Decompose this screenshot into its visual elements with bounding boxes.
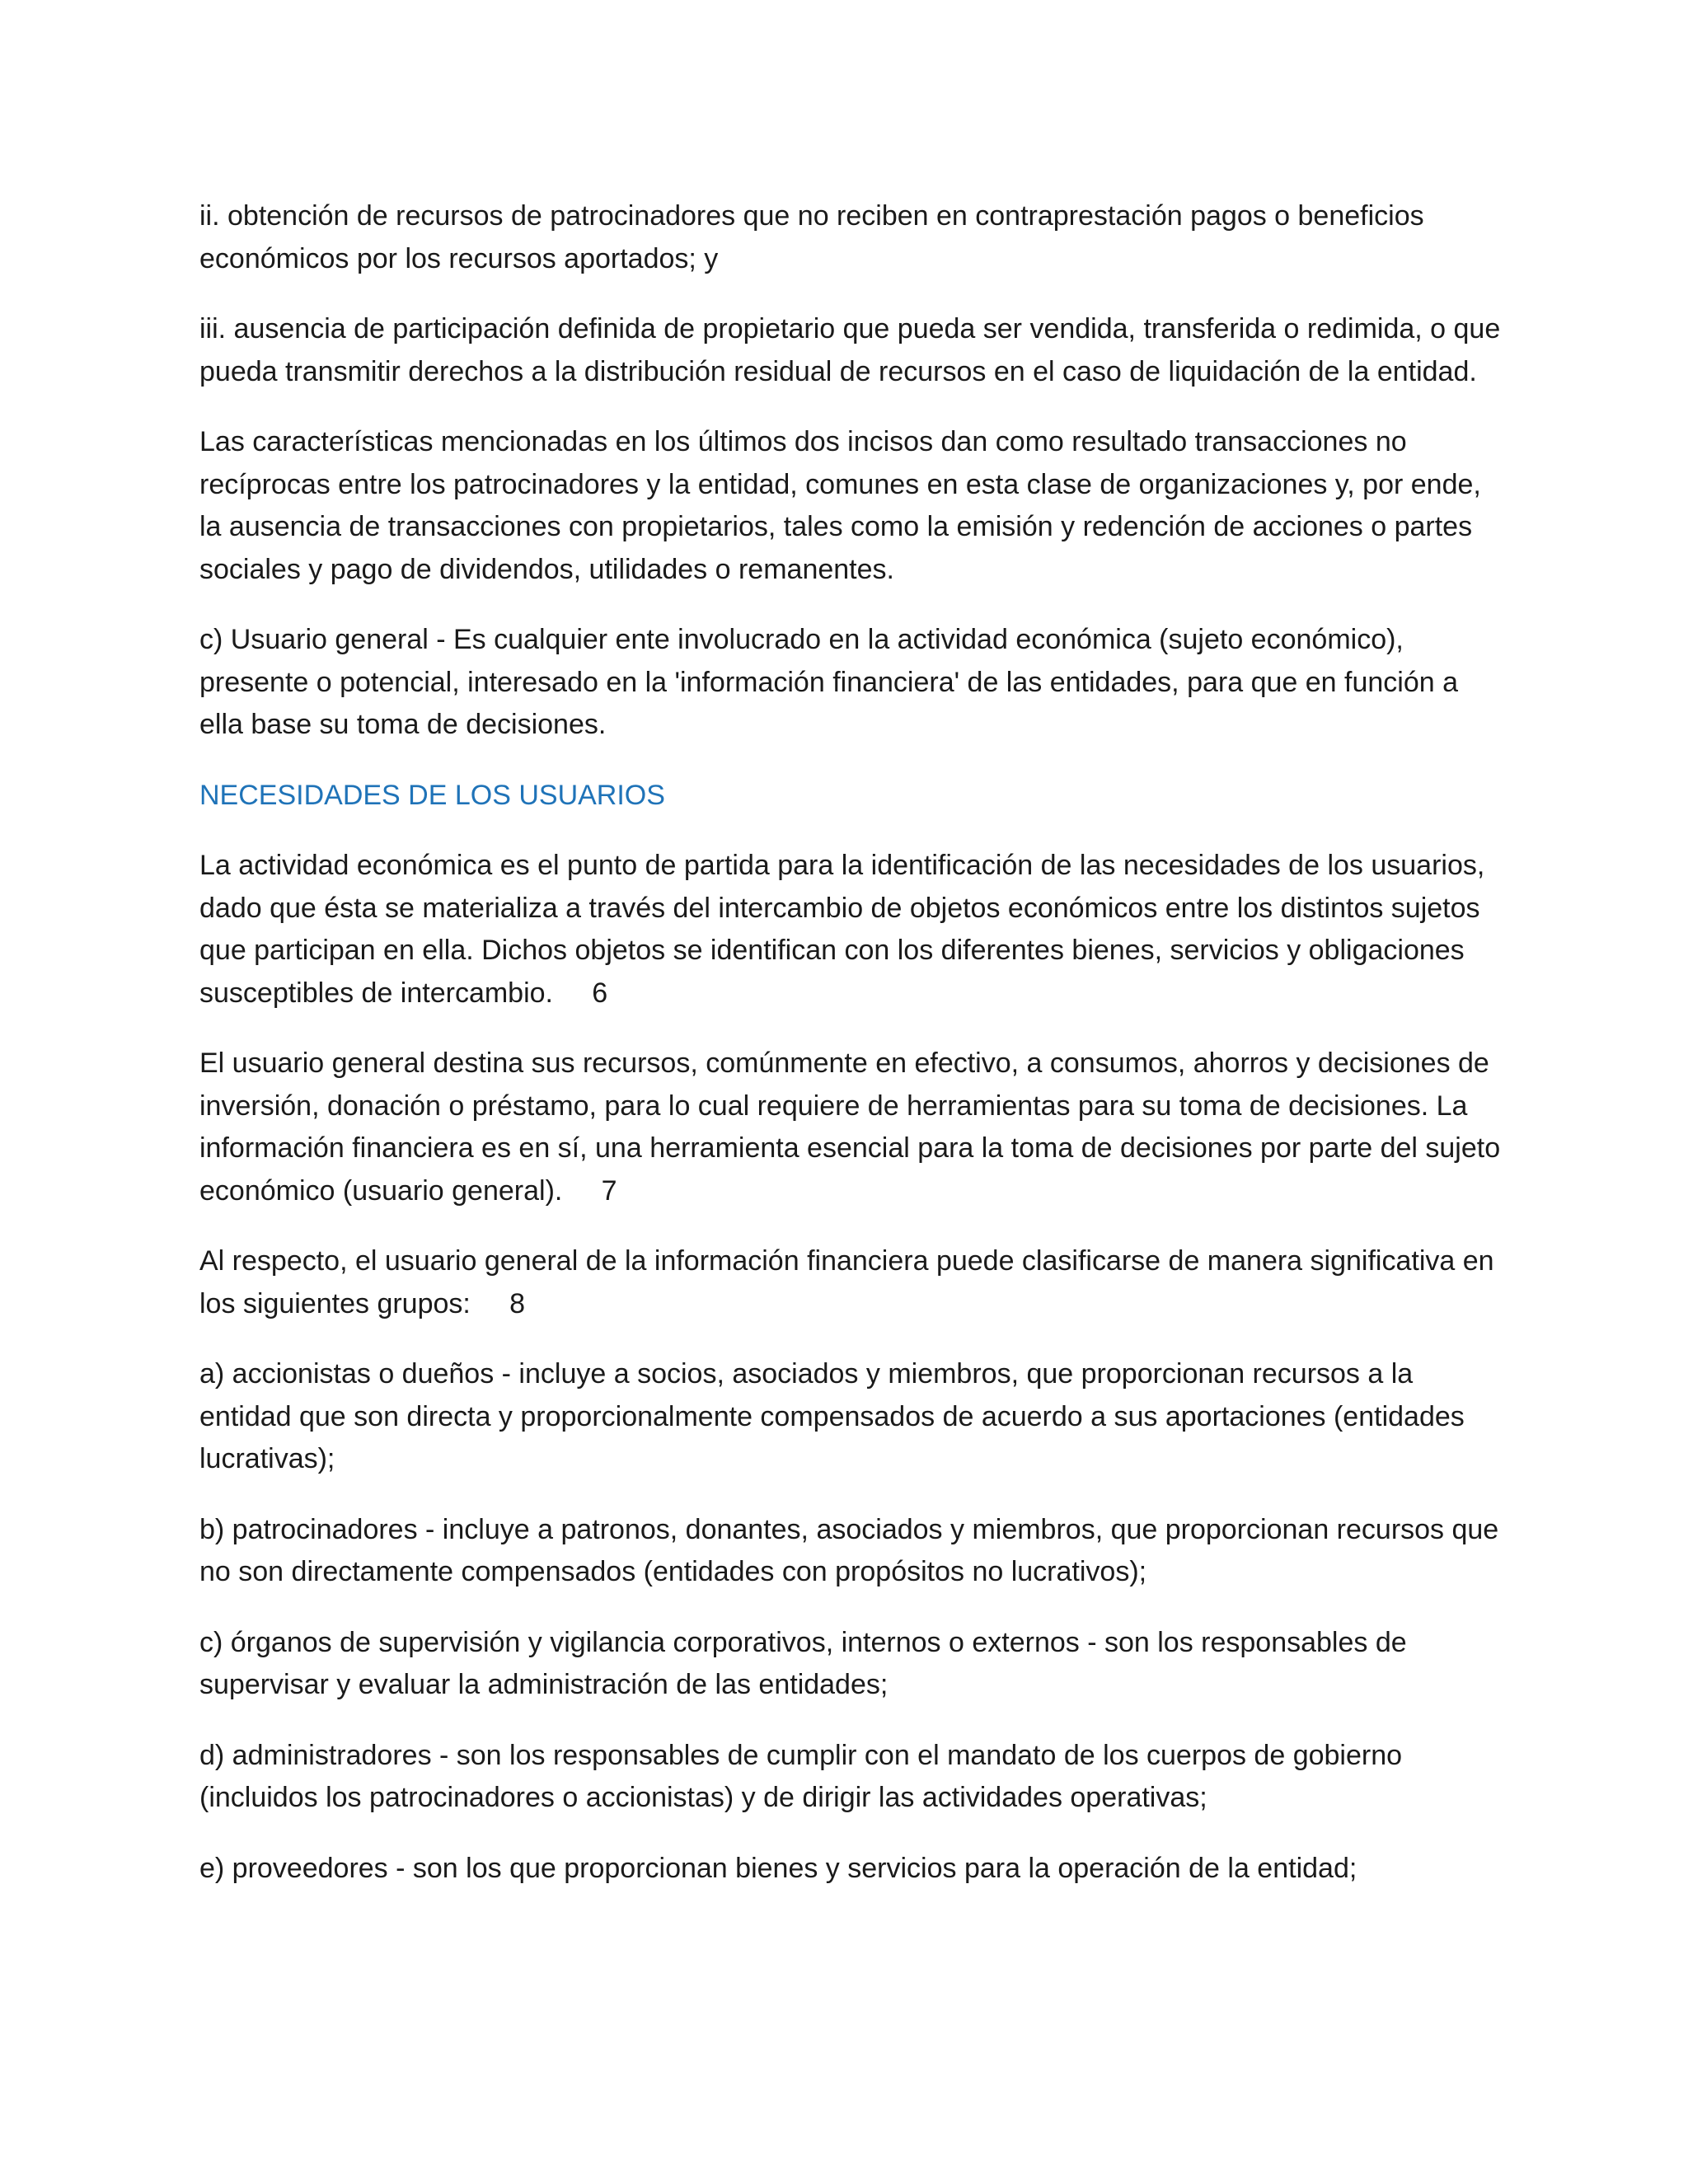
list-item-administradores: d) administradores - son los responsables de cumplir con el mandato de los cuerpos de gobierno (incluidos los patrocinadores o accionistas) y de dirigir las actividades operativas; (199, 1739, 1410, 1813)
paragraph-ii: ii. obtención de recursos de patrocinadores que no reciben en contraprestación pagos o beneficios económicos por los recursos aportados; y (199, 200, 1432, 274)
section-heading: NECESIDADES DE LOS USUARIOS (199, 779, 665, 811)
paragraph-actividad-economica: La actividad económica es el punto de partida para la identificación de las necesidades de los usuarios, dado que ésta se materializa a través del intercambio de objetos económicos entre los distintos sujetos que participan en ella. Dichos objetos se identifican con los diferentes bienes, servicios y obligaciones susceptibles de intercambio. 6 (199, 850, 1493, 1009)
paragraph-al-respecto: Al respecto, el usuario general de la información financiera puede clasificarse de manera significativa en los siguientes grupos: 8 (199, 1245, 1502, 1319)
document-body (199, 195, 1508, 1918)
list-item-organos: c) órganos de supervisión y vigilancia corporativos, internos o externos - son los responsables de supervisar y evaluar la administración de las entidades; (199, 1626, 1415, 1700)
paragraph-iii: iii. ausencia de participación definida de propietario que pueda ser vendida, transferida o redimida, o que pueda transmitir derechos a la distribución residual de recursos en el caso de liquidación de la entidad. (199, 313, 1508, 387)
list-item-patrocinadores: b) patrocinadores - incluye a patronos, donantes, asociados y miembros, que proporcionan recursos que no son directamente compensados (entidades con propósitos no lucrativos); (199, 1513, 1507, 1587)
paragraph-usuario-general: c) Usuario general - Es cualquier ente involucrado en la actividad económica (sujeto económico), presente o potencial, interesado en la 'información financiera' de las entidades, para que en función a ella base su toma de decisiones. (199, 624, 1466, 740)
paragraph-usuario-destina: El usuario general destina sus recursos, comúnmente en efectivo, a consumos, ahorros y decisiones de inversión, donación o préstamo, para lo cual requiere de herramientas para su toma de decisiones. La información financiera es en sí, una herramienta esencial para la toma de decisiones por parte del sujeto económico (usuario general). 7 (199, 1047, 1508, 1207)
list-item-accionistas: a) accionistas o dueños - incluye a socios, asociados y miembros, que proporcionan recursos a la entidad que son directa y proporcionalmente compensados de acuerdo a sus aportaciones (entidades lucrativas); (199, 1358, 1473, 1474)
paragraph-caracteristicas: Las características mencionadas en los últimos dos incisos dan como resultado transacciones no recíprocas entre los patrocinadores y la entidad, comunes en esta clase de organizaciones y, por ende, la ausencia de transacciones con propietarios, tales como la emisión y redención de acciones o partes sociales y pago de dividendos, utilidades o remanentes. (199, 426, 1489, 585)
list-item-proveedores: e) proveedores - son los que proporcionan bienes y servicios para la operación de la entidad; (199, 1852, 1357, 1884)
